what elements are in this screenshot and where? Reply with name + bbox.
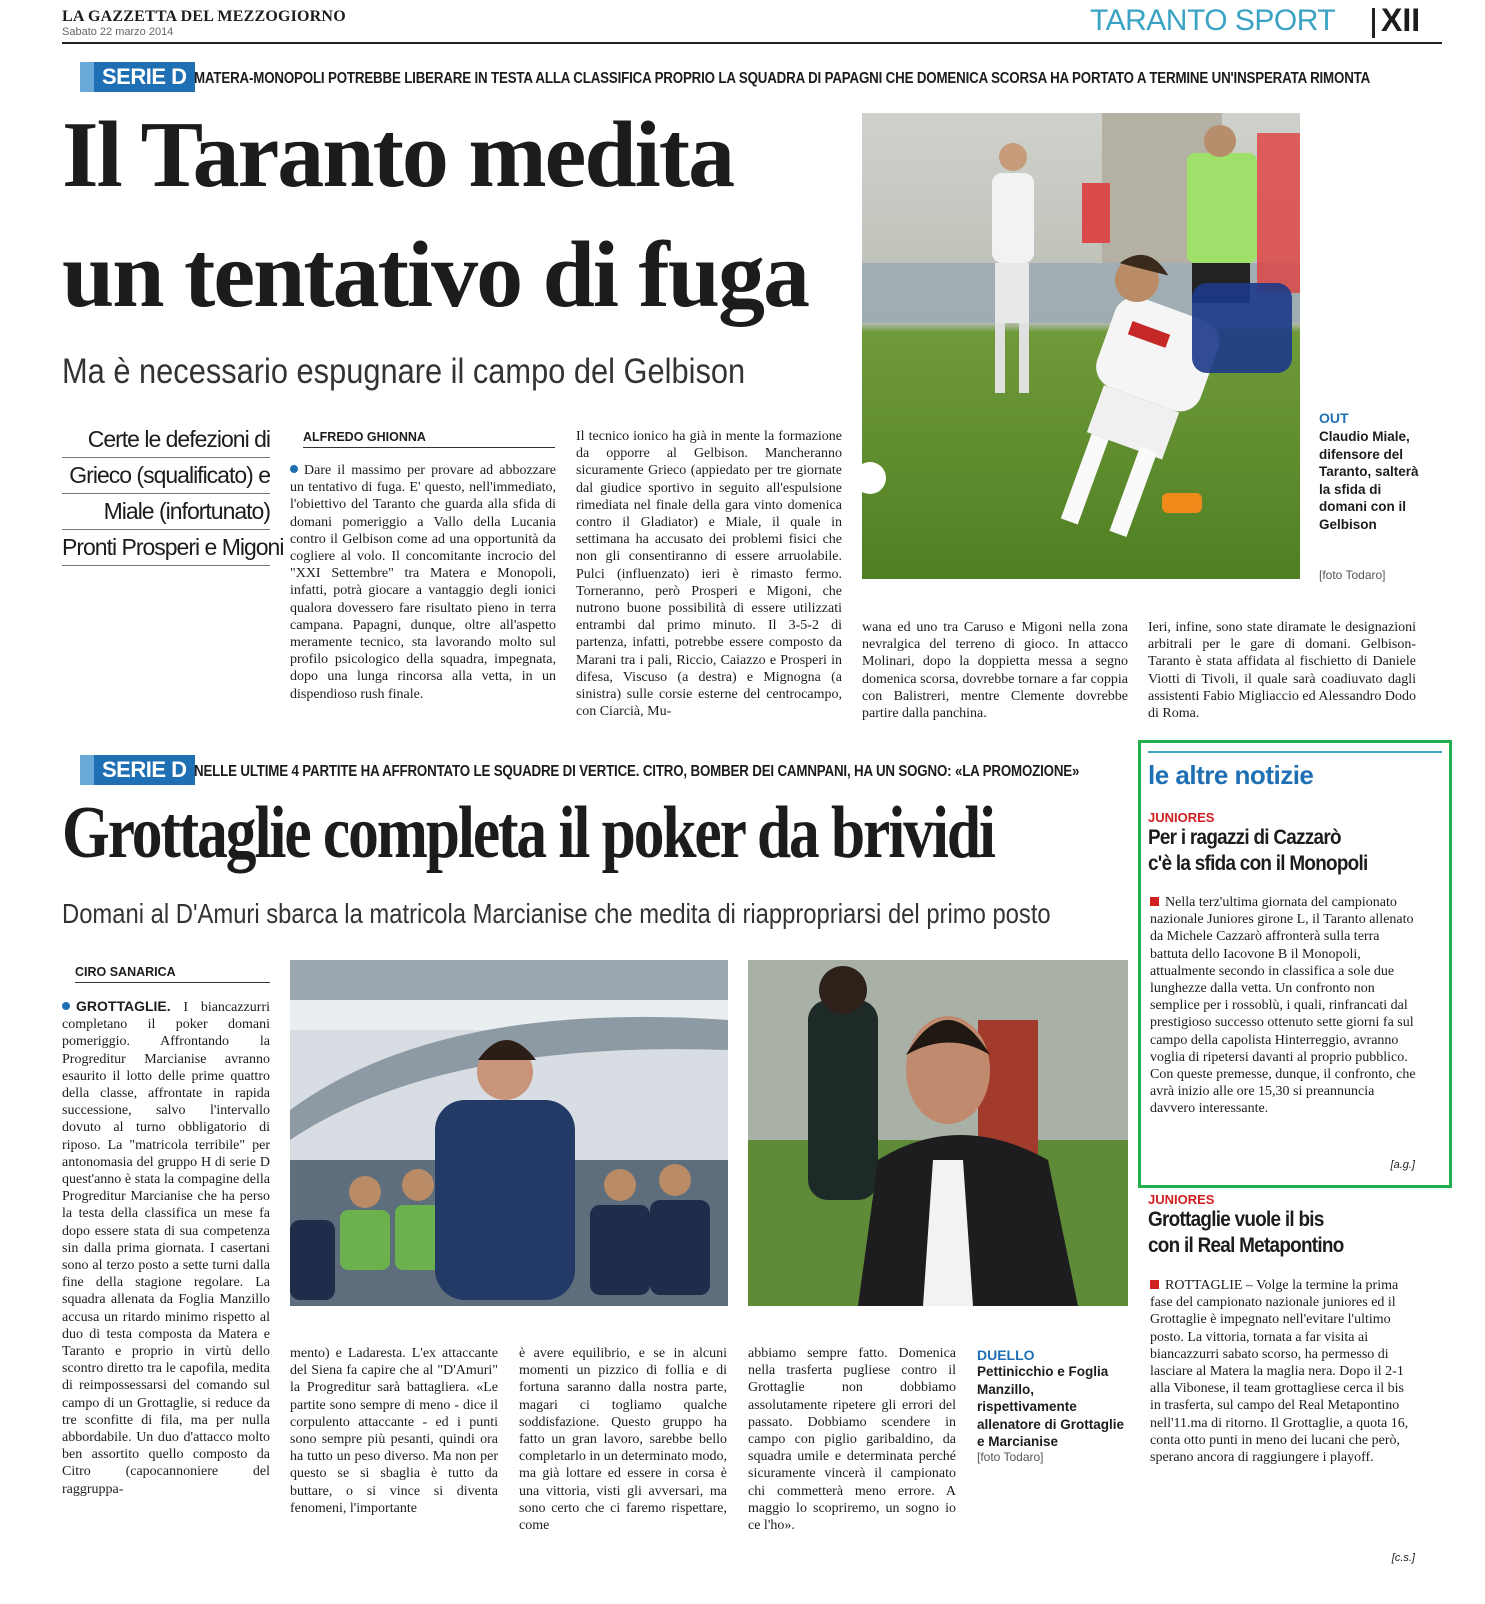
photo1-caption: Claudio Miale, difensore del Taranto, salterà la sfida di domani con il Gelbison (1319, 429, 1419, 532)
news2-body (1150, 1277, 1416, 1466)
photo2-caption: Pettinicchio e Foglia Manzillo, rispettivamente allenatore di Grottaglie e Marcianise (977, 1364, 1125, 1449)
photo2-credit: [foto Todaro] (977, 1450, 1044, 1464)
coach-bench-photo (290, 960, 728, 1306)
article2-column-2: mento) e Ladaresta. L'ex attaccante del Siena fa capire che al "D'Amuri" la Progreditur sarà battagliera. «Le partite sono sempre di meno - dice il corpulento attaccante - ed i punti sono sempre più pesanti, quindi ora ha tutto un peso diverso. Ma non per questo se si sbaglia è tutto da buttare, o si vince si diventa fenomeni, l'importante (290, 1346, 498, 1516)
news2-headline-line2: con il Real Metapontino (1148, 1234, 1344, 1257)
masthead: LA GAZZETTA DEL MEZZOGIORNO (62, 8, 346, 25)
page-separator (1372, 8, 1375, 38)
article1-headline-line1: Il Taranto medita (62, 103, 734, 207)
news2-headline-line1: Grottaglie vuole il bis (1148, 1208, 1324, 1231)
dateline: GROTTAGLIE. (76, 998, 171, 1014)
photo1-credit: [foto Todaro] (1319, 568, 1386, 582)
article1-kicker: MATERA-MONOPOLI POTREBBE LIBERARE IN TESTA ALLA CLASSIFICA PROPRIO LA SQUADRA DI PAPAGNI CHE DOMENICA SCORSA HA PORTATO A TERMINE UN'INSPERATA RIMONTA (194, 70, 1371, 87)
article1-byline: ALFREDO GHIONNA (303, 430, 555, 448)
section-title: TARANTO SPORT (1090, 4, 1336, 37)
box-top-rule (1148, 751, 1442, 753)
article1-headline-line2: un tentativo di fuga (62, 223, 809, 327)
article1-column-2: Il tecnico ionico ha già in mente la formazione da opporre al Gelbison. Mancheranno sicuramente Grieco (appiedato per tre giornate dal giudice sportivo in seguito all'espulsione rimediata nel finale della gara vinto domenica contro il Gladiator) e Miale, il quale in settimana ha accusato dei problemi fisici che non gli consentiranno di essere arruolabile. Pulci (influenzato) ieri è rimasto fermo. Torneranno, però Prosperi e Migoni, che nutrono buone possibilità di essere utilizzati entrambi dal primo minuto. Il 3-5-2 di partenza, infatti, potrebbe essere composto da Marani tra i pali, Riccio, Caiazzo e Prosperi in difesa, Viscuso (a destra) e Mignogna (a sinistra) sulle corsie esterne del centrocampo, con Ciarcià, Mu- (576, 429, 842, 720)
red-square-marker (1150, 897, 1159, 906)
bullet-dot (62, 1002, 70, 1010)
news1-text: Nella terz'ultima giornata del campionato nazionale Juniores girone L, il Taranto allenato da Michele Cazzarò affronterà sulla terra battuta dello Iacovone B il Monopoli, attualmente secondo in classifica a sole due lunghezze dalla vetta. Un confronto non semplice per i rossoblù, i quali, rinfrancati dal prestigioso successo ottenuto sette giorni fa sul campo della capolista Hinterreggio, avranno voglia di ripetersi davanti al proprio pubblico. Con queste premesse, dunque, il confronto, che avrà inizio alle ore 15,30 si preannuncia davvero interessante. (1150, 895, 1416, 1117)
top-rule (62, 42, 1442, 44)
section-badge: SERIE D (94, 755, 195, 785)
issue-date: Sabato 22 marzo 2014 (62, 26, 174, 38)
kicker-edge (80, 62, 94, 92)
sidebar-line: Pronti Prosperi e Migoni (62, 530, 270, 566)
football-tackle-photo (862, 113, 1300, 579)
kicker-edge (80, 755, 94, 785)
page-number: XII (1381, 2, 1421, 38)
photo2-caption-heading: DUELLO (977, 1347, 1035, 1363)
article2-column-1 (62, 998, 270, 1498)
news1-headline-line1: Per i ragazzi di Cazzarò (1148, 826, 1341, 849)
article2-photo-bench (290, 960, 728, 1306)
news2-signature: [c.s.] (1391, 1552, 1415, 1564)
article2-photo-coach (748, 960, 1128, 1306)
sidebar-line: Certe le defezioni di (62, 422, 270, 458)
photo1-caption-heading: OUT (1319, 410, 1349, 426)
red-square-marker (1150, 1280, 1159, 1289)
bullet-dot (290, 465, 298, 473)
article1-column-3: wana ed uno tra Caruso e Migoni nella zona nevralgica del terreno di gioco. In attacco Molinari, dopo la doppietta messa a segno domenica scorsa, dovrebbe tornare a far coppia con Balistreri, mentre Clemente dovrebbe partire dalla panchina. (862, 620, 1128, 722)
other-news-title: le altre notizie (1148, 760, 1314, 790)
article2-byline: CIRO SANARICA (75, 965, 270, 983)
article1-photo (862, 113, 1300, 579)
news1-headline-line2: c'è la sfida con il Monopoli (1148, 852, 1368, 875)
coach-portrait-photo (748, 960, 1128, 1306)
article1-kicker-row (80, 62, 195, 92)
article2-kicker-row (80, 755, 195, 785)
article2-col1-text: I biancazzurri completano il poker domani pomeriggio. Affrontando la Progreditur Marcianise avranno esaurito il lotto delle prime quattro della classe, affrontate in rapida successione, salvo l'intervallo dovuto al turno obbligatorio di riposo. La "matricola terribile" per antonomasia del gruppo H di serie D quest'anno è stata la compagine della Progreditur Marcianise che ha perso la testa della classifica un mese fa dopo essere stata di sua competenza sin dalla prima giornata. I casertani sono al terzo posto a sette turni dalla fine della stagione regolare. La squadra allenata da Foglia Manzillo accusa un ritardo minimo rispetto al duo di testa composta da Matera e Taranto e proprio in virtù dello scontro diretto tra le capofila, medita di reimpossessarsi del comando sul campo di un Grottaglie, si reduce da tre sconfitte di fila, ma per nulla abbordabile. Un duo d'attacco molto ben assortito quello composto da Citro (capocannoniere del raggruppa- (62, 1000, 270, 1497)
news1-signature: [a.g.] (1390, 1159, 1415, 1171)
article2-column-3: è avere equilibrio, e se in alcuni momenti un pizzico di follia e di fortuna saranno dalla nostra parte, magari ci togliamo qualche soddisfazione. Questo gruppo ha fatto un gran lavoro, sarebbe bello completarlo in un determinato modo, ma già lottare ed essere in corsa è una vittoria, visti gli avversari, ma sono certo che ci faremo rispettare, come (519, 1346, 728, 1534)
article2-headline: Grottaglie completa il poker da brividi (62, 792, 994, 874)
article2-kicker: NELLE ULTIME 4 PARTITE HA AFFRONTATO LE SQUADRE DI VERTICE. CITRO, BOMBER DEI CAMNPANI, HA UN SOGNO: «LA PROMOZIONE» (194, 763, 1080, 780)
section-badge: SERIE D (94, 62, 195, 92)
article1-col1-text: Dare il massimo per provare ad abbozzare un tentativo di fuga. E' questo, nell'immediato, l'obiettivo del Taranto che guarda alla sfida di domani pomeriggio a Vallo della Lucania contro il Gelbison come ad una opportunità da cogliere al volo. Il concomitante incrocio del "XXI Settembre" tra Matera e Monopoli, infatti, potrà giocare a vantaggio degli ionici qualora dovessero fare risultato pieno in terra campana. Papagni, dunque, oltre all'aspetto meramente tecnico, sta lavorando molto sul profilo psicologico della squadra, impegnata, dopo una lunga rincorsa alla vetta, in un dispendioso rush finale. (290, 463, 556, 702)
article1-sidebar-quote (62, 422, 284, 566)
sidebar-line: Grieco (squalificato) e (62, 458, 270, 494)
article2-column-4: abbiamo sempre fatto. Domenica nella trasferta pugliese contro il Grottaglie non dobbiamo assolutamente ripetere gli errori del passato. Dobbiamo scendere in campo con piglio garibaldino, da squadra umile e determinata perché sicuramente vincerà il campionato chi commetterà meno errore. A maggio lo scopriremo, un sogno io ce l'ho». (748, 1346, 956, 1534)
news2-text: ROTTAGLIE – Volge la termine la prima fase del campionato nazionale juniores ed il Grottaglie è impegnato nell'evitare l'ultimo posto. La vittoria, tornata a far visita ai biancazzurri sabato scorso, ha permesso di lasciare al Matera la maglia nera. Dopo il 2-1 alla Vibonese, il team grottagliese cerca il bis in trasferta, sul campo del Real Metapontino nell'11.ma di ritorno. Il Grottaglie, a quota 16, conta otto punti in meno dei lucani che però, sperano ancora di raggiungere i playoff. (1150, 1278, 1409, 1466)
article2-subhead: Domani al D'Amuri sbarca la matricola Marcianise che medita di riappropriarsi del primo posto (62, 898, 1051, 929)
news2-tag: JUNIORES (1148, 1192, 1215, 1207)
article1-column-1 (290, 462, 556, 703)
news1-tag: JUNIORES (1148, 810, 1215, 825)
article1-subhead: Ma è necessario espugnare il campo del Gelbison (62, 352, 746, 391)
sidebar-line: Miale (infortunato) (62, 494, 270, 530)
article1-column-4: Ieri, infine, sono state diramate le designazioni arbitrali per le gare di domani. Gelbison-Taranto è stata affidata al fischietto di Daniele Viotti di Tivoli, il quale sarà coadiuvato dagli assistenti Fabio Migliaccio ed Alessandro Dodo di Roma. (1148, 620, 1416, 722)
news1-body (1150, 894, 1416, 1118)
